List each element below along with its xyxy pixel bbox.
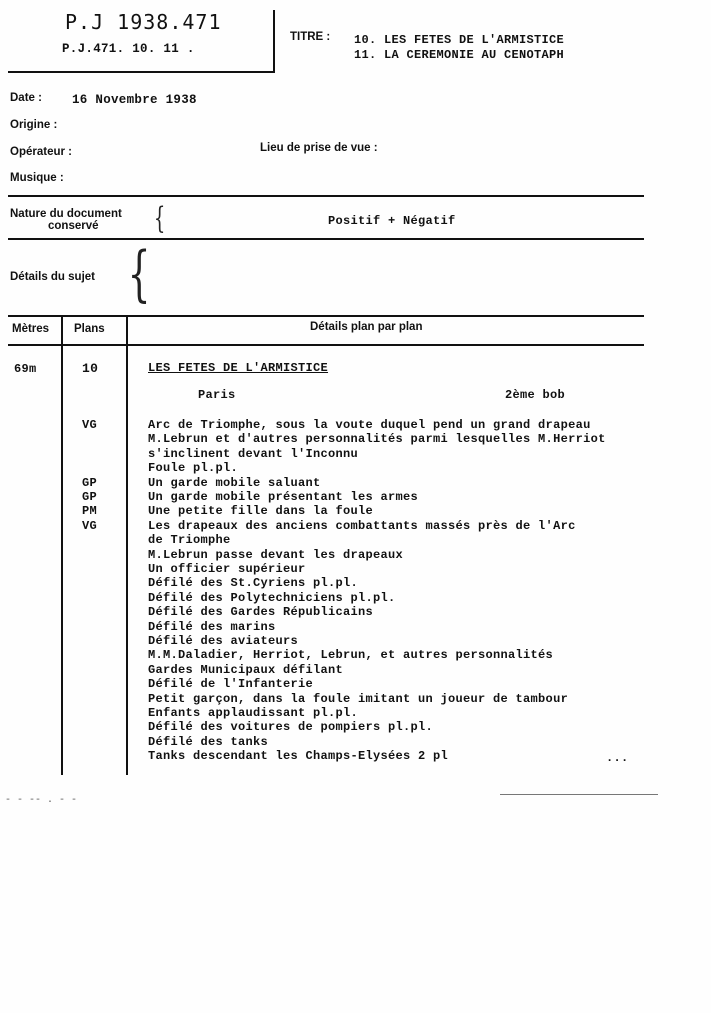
divider-2 bbox=[8, 238, 644, 240]
nature-brace: { bbox=[153, 201, 166, 236]
table-row bbox=[0, 749, 711, 764]
row-description: M.Lebrun et d'autres personnalités parmi lesquelles M.Herriot bbox=[148, 432, 606, 447]
col-header-plans: Plans bbox=[74, 323, 105, 335]
table-row bbox=[0, 461, 711, 476]
divider-1 bbox=[8, 195, 644, 197]
row-description: M.Lebrun passe devant les drapeaux bbox=[148, 547, 404, 562]
handwritten-reference: P.J 1938.471 bbox=[65, 10, 222, 34]
title-line-2: 11. LA CEREMONIE AU CENOTAPH bbox=[354, 48, 565, 62]
lieu-label: Lieu de prise de vue : bbox=[260, 142, 378, 154]
table-row bbox=[0, 490, 711, 505]
row-description: s'inclinent devant l'Inconnu bbox=[148, 446, 359, 461]
table-row bbox=[0, 576, 711, 591]
metres-value: 69m bbox=[14, 362, 37, 376]
row-plan: PM bbox=[82, 504, 98, 519]
row-description: de Triomphe bbox=[148, 533, 231, 548]
row-description: Défilé de l'Infanterie bbox=[148, 677, 314, 692]
row-description: Petit garçon, dans la foule imitant un joueur de tambour bbox=[148, 691, 569, 706]
table-row bbox=[0, 648, 711, 663]
table-row bbox=[0, 432, 711, 447]
row-description: Un garde mobile saluant bbox=[148, 475, 321, 490]
row-description: Défilé des St.Cyriens pl.pl. bbox=[148, 576, 359, 591]
table-row bbox=[0, 720, 711, 735]
speck-dots: - - -- . - - bbox=[5, 795, 78, 806]
row-description: Un officier supérieur bbox=[148, 562, 306, 576]
table-row bbox=[0, 476, 711, 491]
row-description: M.M.Daladier, Herriot, Lebrun, et autres personnalités bbox=[148, 648, 554, 663]
row-plan: VG bbox=[82, 518, 98, 533]
table-row bbox=[0, 418, 711, 433]
nature-value: Positif + Négatif bbox=[328, 214, 456, 228]
table-row bbox=[0, 504, 711, 519]
place: Paris bbox=[198, 388, 236, 402]
table-row bbox=[0, 591, 711, 606]
table-row bbox=[0, 620, 711, 635]
operateur-label: Opérateur : bbox=[10, 146, 72, 158]
row-description: Arc de Triomphe, sous la voute duquel pend un grand drapeau bbox=[148, 418, 591, 432]
table-row bbox=[0, 548, 711, 563]
table-row bbox=[0, 735, 711, 750]
table-row bbox=[0, 677, 711, 692]
row-description: Défilé des tanks bbox=[148, 734, 269, 749]
row-description: Tanks descendant les Champs-Elysées 2 pl bbox=[148, 749, 449, 764]
row-description: Un garde mobile présentant les armes bbox=[148, 490, 419, 504]
table-row bbox=[0, 562, 711, 577]
row-plan: VG bbox=[82, 418, 98, 432]
table-row bbox=[0, 663, 711, 678]
row-description: Défilé des voitures de pompiers pl.pl. bbox=[148, 720, 434, 735]
plan-number: 10 bbox=[82, 361, 99, 376]
row-description: Défilé des marins bbox=[148, 619, 276, 634]
details-sujet-label: Détails du sujet bbox=[10, 271, 95, 283]
divider-3 bbox=[8, 315, 644, 317]
row-description: Les drapeaux des anciens combattants massés près de l'Arc bbox=[148, 518, 576, 533]
row-description: Foule pl.pl. bbox=[148, 461, 239, 476]
table-row bbox=[0, 706, 711, 721]
date-value: 16 Novembre 1938 bbox=[72, 93, 197, 107]
bob: 2ème bob bbox=[505, 388, 566, 402]
col-header-details: Détails plan par plan bbox=[310, 321, 423, 333]
nature-label-line2: conservé bbox=[48, 220, 99, 232]
section-title: LES FETES DE L'ARMISTICE bbox=[148, 361, 329, 375]
title-line-1: 10. LES FETES DE L'ARMISTICE bbox=[354, 33, 565, 47]
row-description: Défilé des Gardes Républicains bbox=[148, 605, 374, 620]
musique-label: Musique : bbox=[10, 172, 64, 184]
table-header-divider bbox=[8, 344, 644, 346]
continuation-marker: ... bbox=[606, 751, 629, 765]
header-box-bottom-border bbox=[8, 71, 275, 73]
table-row bbox=[0, 634, 711, 649]
table-row bbox=[0, 519, 711, 534]
row-description: Enfants applaudissant pl.pl. bbox=[148, 706, 359, 720]
row-description: Une petite fille dans la foule bbox=[148, 504, 374, 519]
details-brace: { bbox=[127, 239, 151, 309]
nature-label-line1: Nature du document bbox=[10, 208, 122, 220]
col-header-metres: Mètres bbox=[12, 323, 50, 335]
row-plan: GP bbox=[82, 475, 98, 490]
row-description: Défilé des Polytechniciens pl.pl. bbox=[148, 590, 396, 605]
row-plan: GP bbox=[82, 490, 98, 504]
table-bottom-line bbox=[500, 794, 658, 795]
row-description: Gardes Municipaux défilant bbox=[148, 662, 344, 677]
header-box-right-border bbox=[273, 10, 275, 72]
table-row bbox=[0, 605, 711, 620]
date-label: Date : bbox=[10, 92, 42, 104]
table-row bbox=[0, 692, 711, 707]
table-row bbox=[0, 447, 711, 462]
title-label: TITRE : bbox=[290, 31, 331, 43]
row-description: Défilé des aviateurs bbox=[148, 634, 299, 648]
origine-label: Origine : bbox=[10, 119, 58, 131]
typed-reference: P.J.471. 10. 11 . bbox=[62, 42, 195, 56]
table-row bbox=[0, 533, 711, 548]
